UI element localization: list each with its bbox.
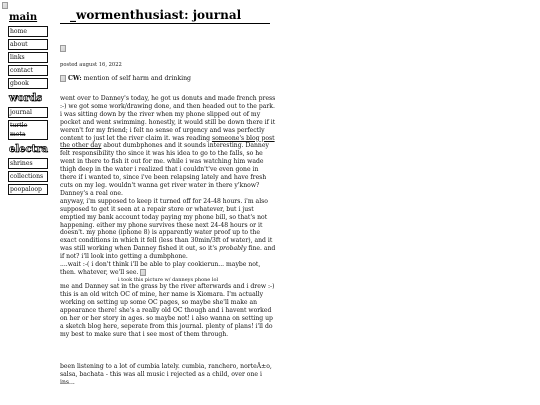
warning-image-icon (60, 75, 66, 82)
post-paragraph-3 (60, 198, 276, 261)
post-paragraph-2 (60, 111, 276, 198)
post-banner-image-icon (60, 45, 66, 52)
nav-about[interactable]: about (8, 39, 48, 50)
post-paragraph-1: went over to Danney's today, he got us donuts and made french press :-) we got some work/drawing done, and then headed out to the park. (60, 95, 276, 110)
photo-caption: i took this picture w/ danneys phone lol (117, 276, 219, 283)
nav-home[interactable]: home (8, 26, 48, 37)
sidebar-heading-main: main (9, 12, 38, 23)
sidebar-heading-words: words (9, 93, 43, 104)
cw-text: mention of self harm and drinking (81, 75, 192, 82)
post-paragraph-5: me and Danney sat in the grass by the river afterwards and i drew :-) this is an old witch OC of mine, her name is Xiomara. I'm actually working on setting up some OC pages, so maybe she'll make an appearance there! she's a really old OC though and i havent worked on her or her story in ages. so maybe not! i also wanna on setting up a sketch blog here, seperate from this journal. plenty of plans! i'll do my best to make sure that i see most of them through. (60, 283, 275, 338)
blog-post-link[interactable]: someone's blog post the other day (60, 134, 275, 150)
nav-journal[interactable]: journal (8, 107, 48, 118)
content-warning (60, 75, 280, 82)
nav-poopaloop[interactable]: poopaloop (8, 184, 48, 195)
p3-italic: probably (219, 245, 247, 253)
p2-text-b: about dumbphones and it sounds interesting. Danney felt responsibility tho since it was his idea to go to the falls, so he went in there to fish it out for me. while i was watching him wade thigh deep in the water i realized that i couldn't've even gone in there if i wanted to, since i've been relapsing lately and have fresh cuts on my leg. wouldn't wanna get river water in there y'know? Danney's a real one. (60, 142, 269, 197)
p4-text: ....wait :-( i don't think i'll be able to play cookierun... maybe not, then. whatever, we'll see. (60, 261, 261, 276)
sidebar (8, 12, 46, 199)
cw-label: CW: (67, 75, 82, 82)
nav-turtle-label: turtle (10, 122, 28, 129)
p3-text-a: anyway, i'm supposed to keep it turned off for 24-48 hours. i'm also supposed to get it seen at a repair store or whatever, but i just emptied my bank account today paying my phone bill, so that's not happening. either my phone survives these next 24-48 hours or it doesn't. my phone (iphone 8) is apparently water proof up to the exact conditions in which it fell (less than 30min/3ft of water), and it was still working when Danney fished it out, so it's (60, 197, 273, 253)
sidebar-heading-electra: electra (9, 144, 48, 155)
nav-meta-label: meta (10, 131, 26, 138)
nav-turtle-meta[interactable] (8, 120, 48, 140)
post-paragraph-4 (60, 261, 276, 277)
post-date: posted august 16, 2022 (60, 62, 122, 68)
nav-list-words (8, 107, 46, 140)
post-paragraph-6: been listening to a lot of cumbia lately. cumbia, ranchero, norteÃ±o, salsa, bachata - this was all music i rejected as a child, over one i ins... (60, 362, 272, 386)
nav-list-main (8, 26, 46, 89)
p3-text-b: fine. and if not? i'll look into getting a dumbphone. (60, 245, 276, 261)
nav-collections[interactable]: collections (8, 171, 48, 182)
journal-main (60, 8, 280, 386)
nav-contact[interactable]: contact (8, 65, 48, 76)
page-title: _wormenthusiast: journal (60, 8, 270, 24)
river-photo-image-icon (140, 269, 146, 276)
post-body (60, 95, 276, 386)
p2-text-a: i was sitting down by the river when my phone slipped out of my pocket and went swimming. honestly, it would still be down there if it weren't for my friend; i felt no sense of urgency and was perfectly content to just let the river claim it. was reading (60, 110, 276, 142)
nav-list-electra (8, 158, 46, 195)
nav-shrines[interactable]: shrines (8, 158, 48, 169)
drawing-image-space (60, 339, 276, 363)
nav-links[interactable]: links (8, 52, 48, 63)
header-image-icon (2, 2, 8, 9)
nav-gbook[interactable]: gbook (8, 78, 48, 89)
